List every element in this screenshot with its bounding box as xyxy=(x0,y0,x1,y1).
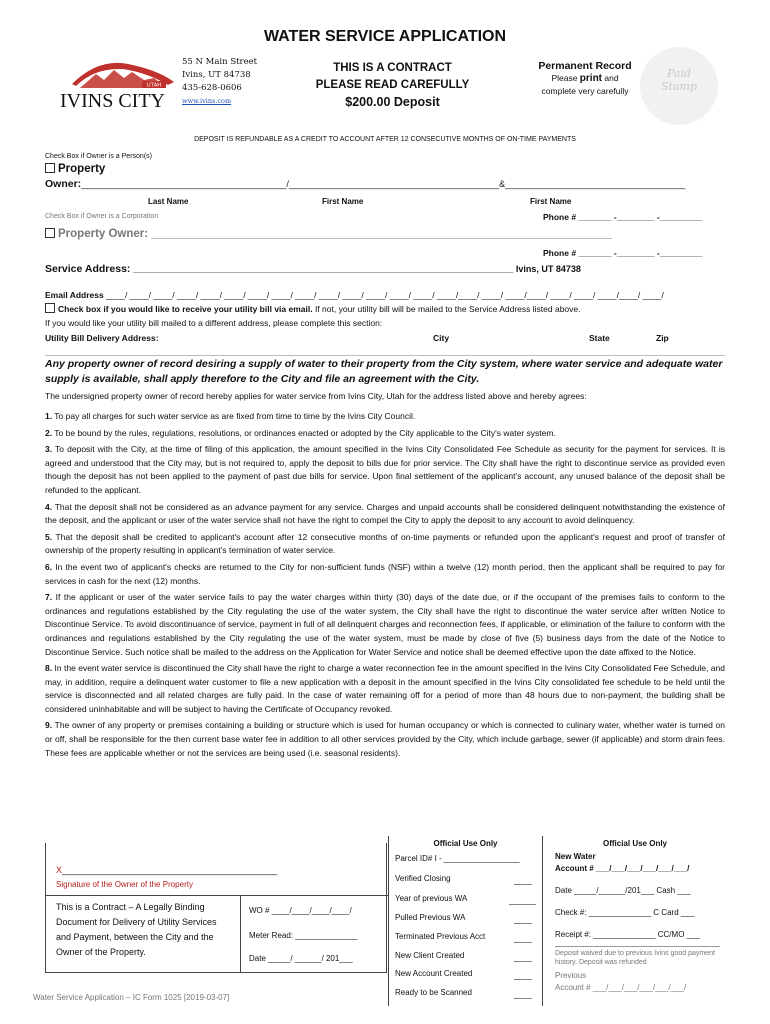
email-bill-row xyxy=(45,303,581,314)
undersigned-statement: The undersigned property owner of record hereby applies for water service from Ivins City, Utah for the address listed above and hereby agrees: xyxy=(45,391,587,401)
term-item xyxy=(45,531,725,558)
previous-account-field[interactable]: Account # ___/___/___/___/___/___/ xyxy=(555,983,687,992)
stamp-line-1: Paid xyxy=(666,67,692,80)
term-text: In the event water service is discontinued the City shall have the right to charge a water reconnection fee in the amount specified in the Ivins City Consolidated Fee Schedule, and may, in addition, require a delinquent water customer to file a new application with a deposit in the amount specified in the Ivins City consolidated fee schedule to be held until the service is disconnected and all related charges are fully paid. In the case of water remaining off for a period of more than 48 hours due to non-payment, the building shall be considered uninhabitable and will be subject to having the Certificate of Occupancy revoked. xyxy=(45,663,725,714)
permanent-line-2: complete very carefully xyxy=(541,86,629,96)
deposit-amount: $200.00 Deposit xyxy=(345,95,440,109)
term-number: 9. xyxy=(45,720,53,731)
term-number: 1. xyxy=(45,411,53,421)
official-use-heading-1: Official Use Only xyxy=(433,839,498,848)
term-text: In the event two of applicant's checks are returned to the City for non-sufficient funds (NSF) within a twelve (12) month period, then the applicant shall be required to pay for services in cash for the next (12) months. xyxy=(45,561,725,586)
official-item-blank[interactable]: ____ xyxy=(514,953,532,962)
service-city: Ivins, UT 84738 xyxy=(515,264,581,274)
official-item-blank[interactable]: ______ xyxy=(509,896,536,905)
term-number: 6. xyxy=(45,561,53,572)
term-item xyxy=(45,719,725,760)
ivins-city-logo xyxy=(58,52,186,112)
owner-corp-checkbox[interactable] xyxy=(45,228,55,238)
term-number: 2. xyxy=(45,427,53,438)
signature-section xyxy=(45,843,387,973)
previous-label: Previous xyxy=(555,971,587,980)
paid-stamp-area xyxy=(640,47,718,125)
service-address-field[interactable]: ____________________________________________________________________________ xyxy=(132,264,514,274)
term-number: 3. xyxy=(45,444,53,455)
delivery-city-label: City xyxy=(433,333,450,343)
phone-field-2[interactable]: Phone # _______ -________ -_________ xyxy=(543,248,703,258)
official-use-heading-2: Official Use Only xyxy=(602,839,668,848)
term-item xyxy=(45,410,725,424)
property-label: Property xyxy=(58,163,106,175)
date-cash-field[interactable]: Date _____/______/201___ Cash ___ xyxy=(555,886,691,895)
intro-statement: Any property owner of record desiring a supply of water to their property from the City system, where water service and adequate water supply is available, shall apply therefore to the City and file an agreement with the City. xyxy=(45,355,725,387)
phone-field-1[interactable]: Phone # _______ -________ -_________ xyxy=(543,212,703,222)
check-card-field[interactable]: Check #: ______________ C Card ___ xyxy=(555,908,695,917)
term-text: That the deposit shall be credited to applicant's account after 12 consecutive months of on-time payments or refunded upon the applicant's request and proof of transfer of ownership of the property resulting in applicant's termination of water service. xyxy=(45,531,725,556)
receipt-field[interactable]: Receipt #: ______________ CC/MO ___ xyxy=(555,930,700,939)
owner-name-row xyxy=(45,178,685,190)
deposit-waived-note: Deposit waived due to previous Ivins good payment history. Deposit was refunded xyxy=(555,946,720,967)
official-item-blank[interactable]: ____ xyxy=(514,876,532,885)
term-item xyxy=(45,443,725,497)
term-item xyxy=(45,427,725,441)
deposit-refund-note: DEPOSIT IS REFUNDABLE AS A CREDIT TO ACCOUNT AFTER 12 CONSECUTIVE MONTHS OF ON-TIME PAYMENTS xyxy=(194,136,576,143)
official-item-blank[interactable]: ____ xyxy=(514,990,532,999)
signature-x-mark: X xyxy=(56,865,63,875)
logo-state: UTAH xyxy=(146,82,162,89)
delivery-state-label: State xyxy=(589,333,610,343)
term-text: If the applicant or user of the water service fails to pay the water charges within thirty (30) days of the date due, or if the occupant of the premises fails to conform to the ordinances and regulations established by the City regulating the use of the water system, the City shall have the right to discontinue the water service after written Notice to Discontinue Service. To avoid discontinuance of service, payment in full of all delinquent charges and reconnection fees, if applicable, or elimination of the failure to conform with the ordinances and regulations established by the City regulating the use of the water system, must be made by close of five (5) business days from the date of the Notice to Discontinue Service. Such notice shall be mailed to the address on the Application for Water Service and notice shall be deemed effective upon the date affixed to the Notice. xyxy=(45,592,725,657)
last-name-label: Last Name xyxy=(148,197,189,206)
terms-list xyxy=(45,410,725,760)
contract-notice xyxy=(300,60,485,111)
contract-line-1: THIS IS A CONTRACT xyxy=(333,62,452,74)
signature-label: Signature of the Owner of the Property xyxy=(56,880,193,889)
official-item: New Account Created xyxy=(395,969,473,978)
official-item: Terminated Previous Acct xyxy=(395,932,486,941)
official-item: Pulled Previous WA xyxy=(395,913,466,922)
official-item-blank[interactable]: ____ xyxy=(514,934,532,943)
official-use-box-2 xyxy=(545,836,725,1006)
official-item: New Client Created xyxy=(395,951,465,960)
check-person-label: Check Box if Owner is a Person(s) xyxy=(45,153,152,160)
service-address-row xyxy=(45,263,581,275)
new-water-label: New Water xyxy=(555,852,596,861)
permanent-line-1c: and xyxy=(602,73,619,83)
different-address-note: If you would like your utility bill mailed to a different address, please complete this section: xyxy=(45,318,383,328)
address-phone: 435-628-0606 xyxy=(182,83,242,93)
term-item xyxy=(45,501,725,528)
address-street: 55 N Main Street xyxy=(182,57,258,67)
official-item: Verified Closing xyxy=(395,874,451,883)
term-text: To deposit with the City, at the time of filing of this application, the amount specified in the Ivins City Consolidated Fee Schedule as security for the payment for services. It is agreed and understood that the City may, but is not required to, apply the deposit to bills due for prior service. The City shall have the right to discontinue service as provided even though the deposit has not been applied to the payment of past due bills for service. Upon final settlement of the applicant's account, any unused balance of the deposit shall be refunded to the applicant. xyxy=(45,444,725,495)
signature-line-row xyxy=(56,865,277,875)
wo-date-field[interactable]: Date _____/ ______/ 201___ xyxy=(249,954,353,963)
city-address xyxy=(182,56,257,108)
delivery-address-label: Utility Bill Delivery Address: xyxy=(45,333,159,343)
term-item xyxy=(45,662,725,716)
delivery-zip-label: Zip xyxy=(656,333,669,343)
first-name-label-2: First Name xyxy=(530,197,572,206)
email-label: Email Address xyxy=(45,290,104,300)
permanent-line-1b: print xyxy=(579,73,603,84)
page-title: WATER SERVICE APPLICATION xyxy=(263,28,507,45)
email-field[interactable]: ____/ ____/ ____/ ____/ ____/ ____/ ____/ ____/ ____/ ____/ ____/ ____/ ____/ ____/ ____/____/ ____/ ____/____/ ____/ ____/ ____/____/ ____/ xyxy=(106,290,664,300)
account-number-field[interactable]: Account # ___/___/___/___/___/___/ xyxy=(555,864,690,873)
address-city: Ivins, UT 84738 xyxy=(182,70,251,80)
work-order-field[interactable]: WO # ____/____/____/____/ xyxy=(249,906,352,915)
owner-person-checkbox[interactable] xyxy=(45,163,55,173)
permanent-record-heading: Permanent Record xyxy=(538,60,632,72)
signature-field[interactable]: ___________________________________________ xyxy=(62,865,278,875)
official-item: Ready to be Scanned xyxy=(395,988,472,997)
permanent-record-note xyxy=(525,60,645,98)
logo-name: IVINS CITY xyxy=(60,90,165,112)
term-item xyxy=(45,561,725,588)
work-order-box xyxy=(241,895,388,973)
term-number: 4. xyxy=(45,501,53,512)
email-bill-checkbox[interactable] xyxy=(45,303,55,313)
term-number: 8. xyxy=(45,663,53,674)
owner-label: Owner: xyxy=(45,178,82,190)
meter-read-field[interactable]: Meter Read: ______________ xyxy=(249,931,358,940)
term-text: To pay all charges for such water service as are fixed from time to time by the Ivins City Council. xyxy=(52,411,416,421)
contract-line-2: PLEASE READ CAREFULLY xyxy=(315,79,470,91)
address-website-link[interactable]: www.ivins.com xyxy=(182,97,232,105)
property-owner-person-row xyxy=(45,163,105,175)
term-item xyxy=(45,591,725,659)
property-owner-corp-row xyxy=(45,228,612,240)
term-text: To be bound by the rules, regulations, resolutions, or ordinances enacted or adopted by the City applicable to the City's water system. xyxy=(52,427,556,438)
owner-name-field[interactable]: _________________________________________/__________________________________________&____________________________________ xyxy=(81,179,686,189)
official-item: Year of previous WA xyxy=(395,894,468,903)
term-text: The owner of any property or premises containing a building or structure which is used for human occupancy or which is connected to culinary water, whether water is turned on or off, shall be responsible for the then current base water fee in addition to all other services provided by the City, which include garbage, sewer (if applicable) and storm drain fees. These fees are applicable whether or not the services are being used (i.e. seasonal residents). xyxy=(45,720,725,758)
first-name-label: First Name xyxy=(322,197,364,206)
term-number: 7. xyxy=(45,592,53,603)
permanent-line-1a: Please xyxy=(551,73,580,83)
check-corp-label: Check Box if Owner is a Corporation xyxy=(45,213,159,220)
parcel-id-field[interactable]: Parcel ID# I - _________________ xyxy=(395,854,520,863)
form-footer: Water Service Application – IC Form 1025 [2019-03-07] xyxy=(33,993,230,1002)
term-number: 5. xyxy=(45,531,53,542)
stamp-line-2: Stamp xyxy=(661,80,697,93)
legal-contract-box: This is a Contract – A Legally Binding Document for Delivery of Utility Services and Payment, between the City and the Owner of the Property. xyxy=(46,895,241,973)
email-bill-note: If not, your utility bill will be mailed to the Service Address listed above. xyxy=(312,304,581,314)
term-text: That the deposit shall not be considered as an advance payment for any service. Charges and unpaid accounts shall be considered delinquent notwithstanding the existence of the deposit, and the applicant or user of the water service shall not have the right to compel the City to apply the deposit to any account to avoid delinquency. xyxy=(45,501,725,526)
official-item-blank[interactable]: ____ xyxy=(514,915,532,924)
service-address-label: Service Address: xyxy=(45,263,131,275)
official-item-blank[interactable]: ____ xyxy=(514,971,532,980)
property-owner-corp-field[interactable]: Property Owner: ________________________________________________________________________ xyxy=(58,228,612,240)
email-bill-label: Check box if you would like to receive your utility bill via email. xyxy=(58,304,313,314)
email-row xyxy=(45,290,664,300)
